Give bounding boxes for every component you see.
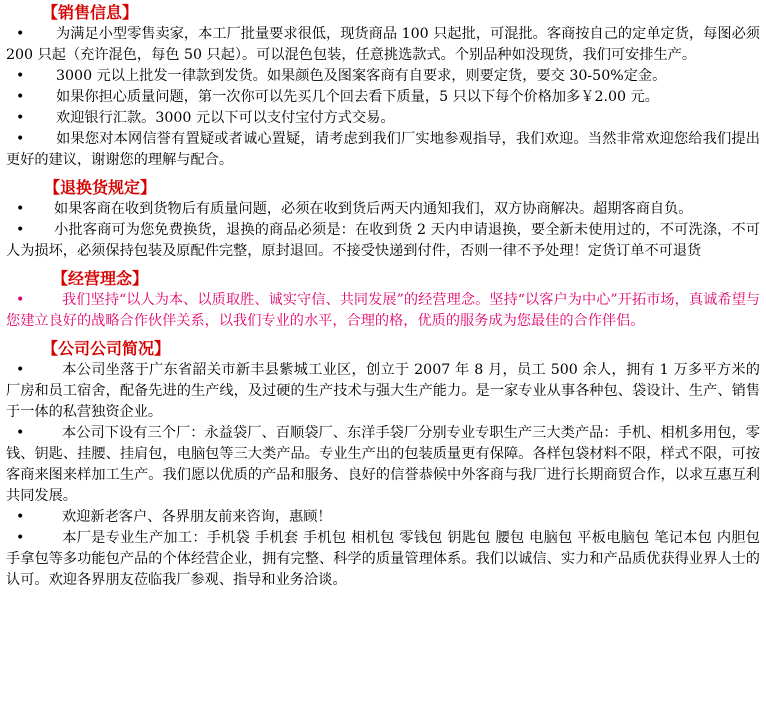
sales-info-item-3: • 如果你担心质量问题，第一次你可以先买几个回去看下质量，5 只以下每个价格加多￥2.00 元。 bbox=[6, 87, 760, 108]
sales-info-heading: 【销售信息】 bbox=[42, 3, 139, 22]
bullet-icon: • bbox=[16, 362, 25, 378]
bullet-icon: • bbox=[16, 131, 25, 147]
business-philosophy-heading: 【经营理念】 bbox=[52, 269, 149, 288]
business-philosophy-item-1: • 我们坚持“以人为本、以质取胜、诚实守信、共同发展”的经营理念。坚持“以客户为中心”开拓市场，真诚希望与您建立良好的战略合作伙伴关系，以我们专业的水平，合理的格，优质的服务成为您最佳的合作伴侣。 bbox=[6, 292, 760, 329]
company-profile-item-2: • 本公司下设有三个厂：永益袋厂、百顺袋厂、东洋手袋厂分别专业专职生产三大类产品：手机、相机多用包，零钱、钥匙、挂腰、挂肩包，电脑包等三大类产品。专业生产出的包装质量更有保障。各样包袋材料不限，样式不限，可按客商来图来样加工生产。我们愿以优质的产品和服务、良好的信誉恭候中外客商与我厂进行长期商贸合作，以求互惠互利共同发展。 bbox=[6, 425, 760, 504]
company-profile-heading: 【公司公司简况】 bbox=[42, 339, 171, 358]
return-policy-item-1: • 如果客商在收到货物后有质量问题，必须在收到货后两天内通知我们，双方协商解决。超期客商自负。 bbox=[6, 199, 760, 220]
bullet-icon: • bbox=[16, 110, 25, 126]
bullet-icon: • bbox=[16, 201, 25, 217]
bullet-icon: • bbox=[16, 530, 25, 546]
bullet-icon: • bbox=[16, 89, 25, 105]
company-profile-item-1: • 本公司坐落于广东省韶关市新丰县紫城工业区，创立于 2007 年 8 月，员工 500 余人，拥有 1 万多平方米的厂房和员工宿舍，配备先进的生产线，及过硬的生产技术与强大生产能力。是一家专业从事各种包、袋设计、生产、销售于一体的私营独资企业。 bbox=[6, 362, 760, 420]
bullet-icon: • bbox=[16, 425, 25, 441]
return-policy-heading: 【退换货规定】 bbox=[44, 178, 157, 197]
return-policy-item-2: • 小批客商可为您免费换货，退换的商品必须是：在收到货 2 天内申请退换，要全新未使用过的，不可洗涤，不可人为损坏，必须保持包装及原配件完整，原封退回。不接受快递到付件，否则一律不予处理！定货订单不可退货 bbox=[6, 222, 760, 259]
bullet-icon: • bbox=[16, 26, 25, 42]
bullet-icon: • bbox=[16, 509, 25, 525]
sales-info-item-4: • 欢迎银行汇款。3000 元以下可以支付宝付方式交易。 bbox=[6, 108, 760, 129]
company-profile-item-4: • 本厂是专业生产加工：手机袋 手机套 手机包 相机包 零钱包 钥匙包 腰包 电脑包 平板电脑包 笔记本包 内胆包 手拿包等多功能包产品的个体经营企业，拥有完整、科学的质量管理体系。我们以诚信、实力和产品质优获得业界人士的认可。欢迎各界朋友莅临我厂参观、指导和业务洽谈。 bbox=[6, 530, 760, 588]
sales-info-item-1: • 为满足小型零售卖家，本工厂批量要求很低，现货商品 100 只起批，可混批。客商按自己的定单定货，每图必须 200 只起（充许混色，每色 50 只起）。可以混色包装，任意挑选款式。个别品种如没现货，我们可安排生产。 bbox=[6, 26, 760, 63]
sales-info-item-5: • 如果您对本网信誉有置疑或者诚心置疑，请考虑到我们厂实地参观指导，我们欢迎。当然非常欢迎您给我们提出更好的建议，谢谢您的理解与配合。 bbox=[6, 131, 760, 168]
bullet-icon: • bbox=[16, 222, 25, 238]
company-profile-item-3: • 欢迎新老客户、各界朋友前来咨询，惠顾！ bbox=[6, 507, 760, 528]
bullet-icon: • bbox=[16, 68, 25, 84]
bullet-icon: • bbox=[16, 292, 25, 308]
sales-info-item-2: • 3000 元以上批发一律款到发货。如果颜色及图案客商有自要求，则要定货，要交 30-50%定金。 bbox=[6, 66, 760, 87]
